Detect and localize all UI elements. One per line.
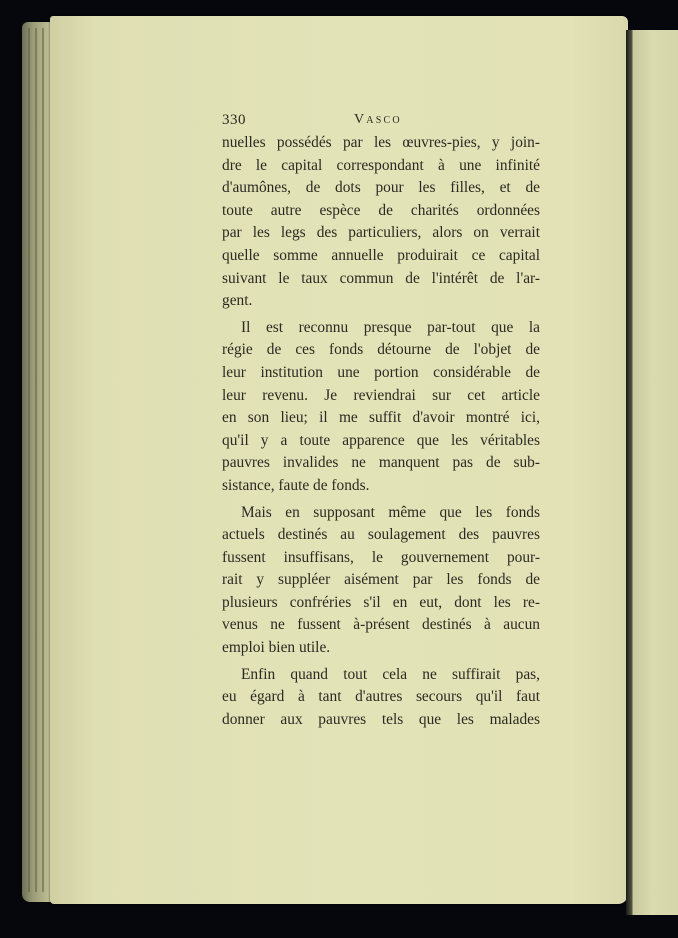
text-line: leur institution une portion considérable de bbox=[222, 363, 540, 381]
text-line: Il est reconnu presque par-tout que la bbox=[241, 318, 540, 336]
text-line: quelle somme annuelle produirait ce capital bbox=[222, 246, 540, 264]
text-line: nuelles possédés par les œuvres-pies, y join- bbox=[222, 134, 540, 151]
text-line: Mais en supposant même que les fonds bbox=[241, 503, 540, 521]
text-line: actuels destinés au soulagement des pauvres bbox=[222, 526, 540, 544]
running-title: Vasco bbox=[354, 112, 402, 127]
text-line: suivant le taux commun de l'intérêt de l'ar- bbox=[222, 269, 540, 287]
text-line: venus ne fussent à-présent destinés à aucun bbox=[222, 616, 540, 634]
text-line: plusieurs confréries s'il en eut, dont les re- bbox=[222, 593, 540, 611]
page-text bbox=[222, 112, 540, 731]
text-line: Enfin quand tout cela ne suffirait pas, bbox=[241, 665, 540, 683]
paragraph bbox=[222, 664, 540, 732]
text-line: leur revenu. Je reviendrai sur cet article bbox=[222, 386, 540, 404]
text-line: pauvres invalides ne manquent pas de sub- bbox=[222, 454, 540, 472]
text-line: qu'il y a toute apparence que les véritables bbox=[222, 431, 540, 449]
running-head bbox=[222, 112, 540, 132]
text-line: emploi bien utile. bbox=[222, 639, 331, 657]
text-line: toute autre espèce de charités ordonnées bbox=[222, 201, 540, 219]
facing-page bbox=[632, 30, 678, 915]
text-line: eu égard à tant d'autres secours qu'il faut bbox=[222, 688, 540, 706]
paragraph bbox=[222, 317, 540, 498]
leaf-edge bbox=[28, 28, 30, 892]
text-line: par les legs des particuliers, alors on verrait bbox=[222, 224, 540, 242]
text-line: dre le capital correspondant à une infinité bbox=[222, 156, 540, 174]
text-line: gent. bbox=[222, 292, 253, 310]
text-line: donner aux pauvres tels que les malades bbox=[222, 710, 540, 728]
paragraph bbox=[222, 132, 540, 313]
page-number: 330 bbox=[222, 112, 246, 128]
text-line: rait y suppléer aisément par les fonds de bbox=[222, 571, 540, 589]
text-line: en son lieu; il me suffit d'avoir montré ici, bbox=[222, 409, 540, 427]
leaf-edge bbox=[35, 28, 37, 892]
text-line: fussent insuffisans, le gouvernement pour- bbox=[222, 548, 540, 566]
leaf-edge bbox=[42, 28, 44, 892]
paragraph bbox=[222, 502, 540, 660]
text-line: régie de ces fonds détourne de l'objet de bbox=[222, 341, 540, 359]
text-line: d'aumônes, de dots pour les filles, et de bbox=[222, 179, 540, 197]
text-line: sistance, faute de fonds. bbox=[222, 476, 370, 494]
